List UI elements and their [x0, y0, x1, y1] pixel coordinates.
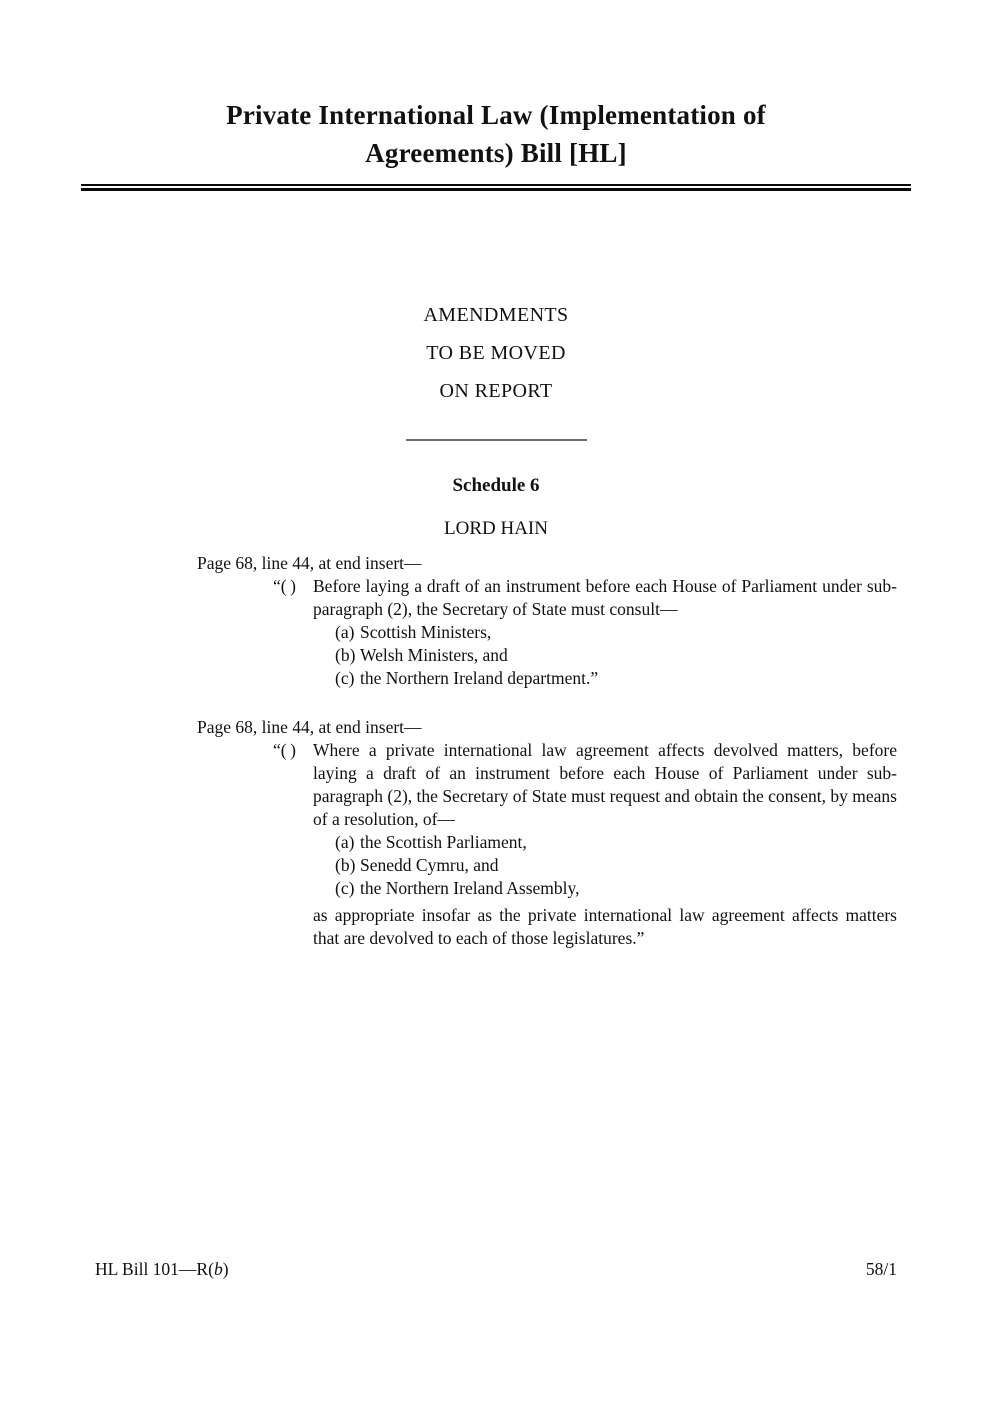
amendment-1	[95, 552, 897, 690]
bill-reference-suffix: )	[222, 1259, 229, 1279]
bill-reference-prefix: HL Bill 101—R(	[95, 1259, 214, 1279]
item-text: Scottish Ministers,	[360, 622, 492, 642]
page-footer	[95, 1258, 897, 1281]
amendment-1-body: Before laying a draft of an instrument before each House of Parliament under sub-paragraph (2), the Secretary of State must consult—	[313, 576, 897, 619]
item-marker: (a)	[335, 622, 355, 642]
amendment-2-body: Where a private international law agreement affects devolved matters, before laying a draft of an instrument before each House of Parliament under sub-paragraph (2), the Secretary of State must request and obtain the consent, by means of a resolution, of—	[313, 740, 897, 829]
amendment-1-instruction: Page 68, line 44, at end insert—	[197, 553, 422, 573]
amendment-1-item-a	[335, 621, 897, 644]
amendment-1-quote-marker: “( )	[273, 576, 296, 596]
item-text: the Scottish Parliament,	[360, 832, 527, 852]
heading-to-be-moved: TO BE MOVED	[426, 342, 566, 364]
amendment-2	[95, 716, 897, 950]
title-double-rule	[81, 184, 911, 191]
bill-reference-italic: b	[213, 1259, 223, 1279]
amendment-2-item-c	[335, 877, 897, 900]
amendment-2-item-a	[335, 831, 897, 854]
amendment-1-item-c	[335, 667, 897, 690]
item-marker: (b)	[335, 855, 356, 875]
item-marker: (b)	[335, 645, 356, 665]
item-marker: (a)	[335, 832, 355, 852]
schedule-heading: Schedule 6	[452, 475, 540, 496]
item-text: Welsh Ministers, and	[360, 645, 508, 665]
bill-reference	[95, 1258, 229, 1281]
heading-on-report: ON REPORT	[439, 380, 553, 402]
amendment-1-provision	[273, 575, 897, 621]
item-text: the Northern Ireland department.”	[360, 668, 599, 688]
page-title-line-2: Agreements) Bill [HL]	[365, 138, 627, 168]
mover-name: LORD HAIN	[444, 518, 548, 539]
page-title-line-1: Private International Law (Implementation of	[226, 100, 766, 130]
amendment-2-quote-marker: “( )	[273, 740, 296, 760]
amendment-2-closing: as appropriate insofar as the private international law agreement affects matters that are devolved to each of those legislatures.”	[313, 905, 897, 948]
item-marker: (c)	[335, 878, 355, 898]
amendment-2-instruction: Page 68, line 44, at end insert—	[197, 717, 422, 737]
amendment-2-item-b	[335, 854, 897, 877]
amendment-2-provision	[273, 739, 897, 831]
page-title	[95, 96, 897, 172]
item-marker: (c)	[335, 668, 355, 688]
heading-amendments: AMENDMENTS	[423, 304, 569, 326]
section-separator-rule	[406, 439, 587, 441]
amendments-heading	[95, 303, 897, 403]
amendment-1-item-b	[335, 644, 897, 667]
page-number: 58/1	[865, 1259, 897, 1279]
item-text: the Northern Ireland Assembly,	[360, 878, 580, 898]
item-text: Senedd Cymru, and	[360, 855, 499, 875]
